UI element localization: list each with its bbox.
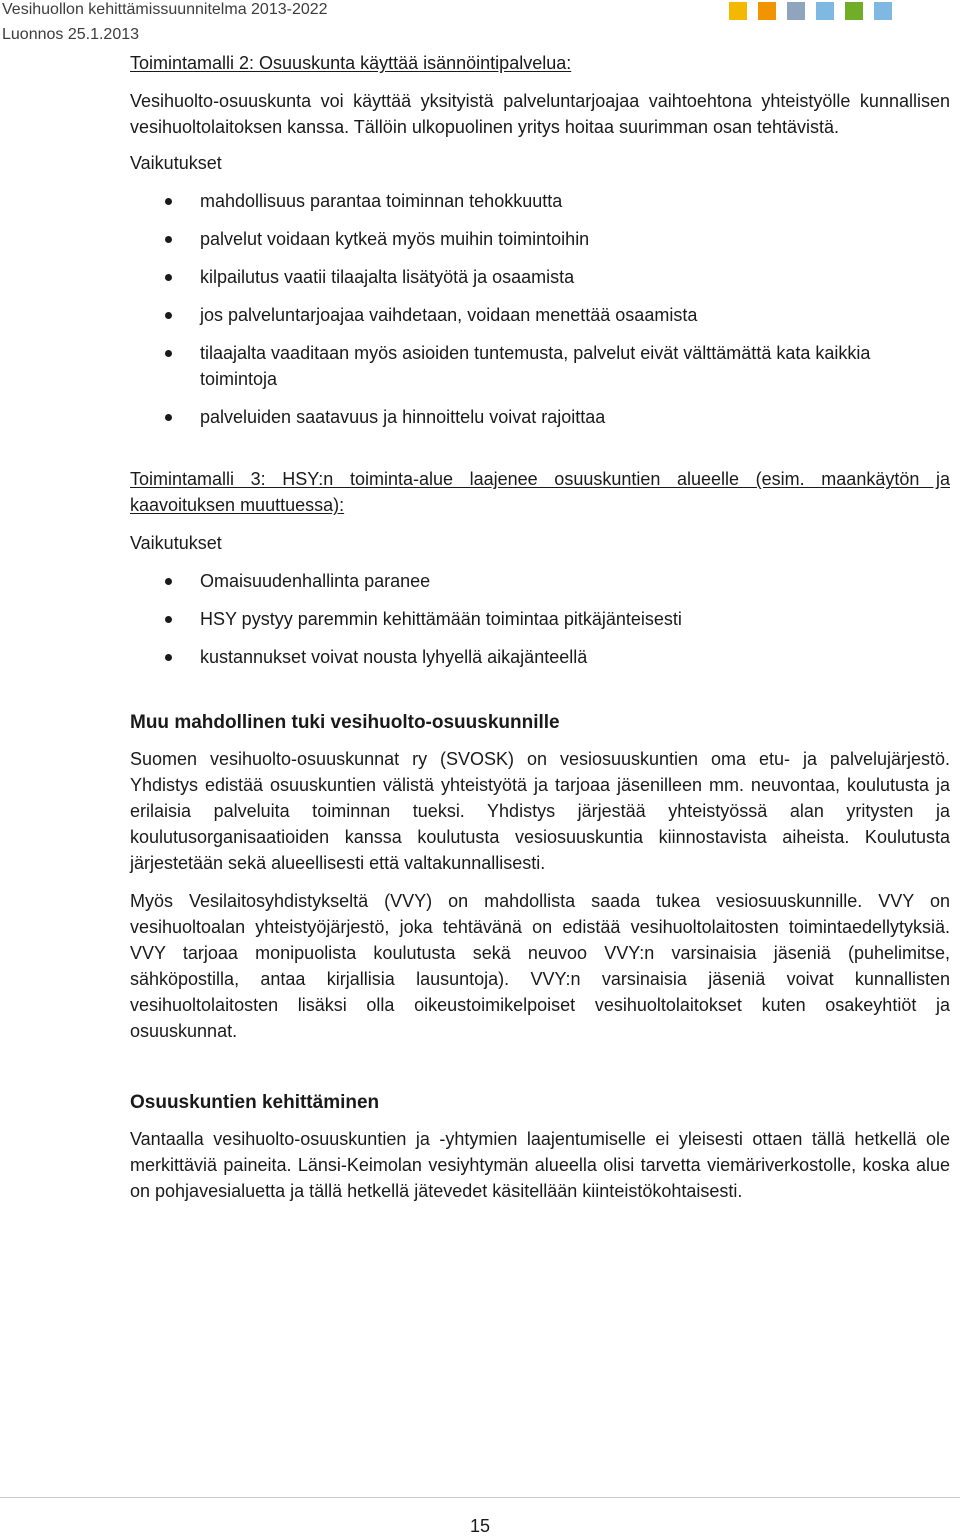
page-header xyxy=(0,0,960,46)
model-2-heading: Toimintamalli 2: Osuuskunta käyttää isännöintipalvelua: xyxy=(130,53,572,73)
color-square-3 xyxy=(787,2,805,20)
color-square-5 xyxy=(845,2,863,20)
list-item: HSY pystyy paremmin kehittämään toimintaa pitkäjänteisesti xyxy=(130,606,950,632)
color-square-4 xyxy=(816,2,834,20)
list-item: Omaisuudenhallinta paranee xyxy=(130,568,950,594)
model-2-effects-list xyxy=(130,188,950,430)
list-item: mahdollisuus parantaa toiminnan tehokkuutta xyxy=(130,188,950,214)
color-square-6 xyxy=(874,2,892,20)
brand-color-squares xyxy=(729,2,903,20)
development-text: Vantaalla vesihuolto-osuuskuntien ja -yhtymien laajentumiselle ei yleisesti ottaen tällä hetkellä ole merkittäviä paineita. Länsi-Keimolan vesiyhtymän alueella olisi tarvetta viemäriverkostolle, koska alue on pohjavesialuetta ja tällä hetkellä jätevedet käsitellään kiinteistökohtaisesti. xyxy=(130,1129,950,1201)
model-3-heading: Toimintamalli 3: HSY:n toiminta-alue laajenee osuuskuntien alueelle (esim. maankäytön ja kaavoituksen muuttuessa): xyxy=(130,469,950,515)
document-body xyxy=(130,50,950,1204)
support-paragraph-svosk: Suomen vesihuolto-osuuskunnat ry (SVOSK) on vesiosuuskuntien oma etu- ja palvelujärjestö. Yhdistys edistää osuuskuntien välistä yhteistyötä ja tarjoaa jäsenilleen mm. neuvontaa, koulutusta ja erilaisia palveluita toiminnan tueksi. Yhdistys järjestää yhteistyössä alan yritysten ja koulutusorganisaatioiden kanssa koulutusta vesiosuuskuntia kiinnostavista aiheista. Koulutusta järjestetään sekä alueellisesti että valtakunnallisesti. xyxy=(130,749,950,873)
footer-divider xyxy=(0,1497,960,1498)
model-2-text: Vesihuolto-osuuskunta voi käyttää yksityistä palveluntarjoajaa vaihtoehtona yhteistyölle kunnallisen vesihuoltolaitoksen kanssa. Tällöin ulkopuolinen yritys hoitaa suurimman osan tehtävistä. xyxy=(130,91,950,137)
page-number: 15 xyxy=(469,1516,491,1536)
document-title: Vesihuollon kehittämissuunnitelma 2013-2022 xyxy=(2,1,328,18)
list-item: palveluiden saatavuus ja hinnoittelu voivat rajoittaa xyxy=(130,404,950,430)
list-item: kilpailutus vaatii tilaajalta lisätyötä ja osaamista xyxy=(130,264,950,290)
model-3-effects-label: Vaikutukset xyxy=(130,533,222,553)
model-2-effects-label: Vaikutukset xyxy=(130,153,222,173)
list-item: palvelut voidaan kytkeä myös muihin toimintoihin xyxy=(130,226,950,252)
development-section-title: Osuuskuntien kehittäminen xyxy=(130,1092,380,1113)
document-version-date: Luonnos 25.1.2013 xyxy=(2,26,140,43)
list-item: tilaajalta vaaditaan myös asioiden tuntemusta, palvelut eivät välttämättä kata kaikkia toimintoja xyxy=(130,340,950,392)
support-section-title: Muu mahdollinen tuki vesihuolto-osuuskunnille xyxy=(130,712,560,733)
list-item: kustannukset voivat nousta lyhyellä aikajänteellä xyxy=(130,644,950,670)
color-square-1 xyxy=(729,2,747,20)
list-item: jos palveluntarjoajaa vaihdetaan, voidaan menettää osaamista xyxy=(130,302,950,328)
support-paragraph-vvy: Myös Vesilaitosyhdistykseltä (VVY) on mahdollista saada tukea vesiosuuskunnille. VVY on vesihuoltoalan yhteistyöjärjestö, joka tehtävänä on edistää vesihuoltolaitosten toimintaedellytyksiä. VVY tarjoaa monipuolista koulutusta sekä neuvoo VVY:n varsinaisia jäseniä (puhelimitse, sähköpostilla, antaa kirjallisia lausuntoja). VVY:n varsinaisia jäseniä voivat kunnallisten vesihuoltolaitosten lisäksi olla oikeustoimikelpoiset vesihuoltolaitokset kuten osakeyhtiöt ja osuuskunnat. xyxy=(130,891,950,1041)
model-3-effects-list xyxy=(130,568,950,670)
color-square-2 xyxy=(758,2,776,20)
